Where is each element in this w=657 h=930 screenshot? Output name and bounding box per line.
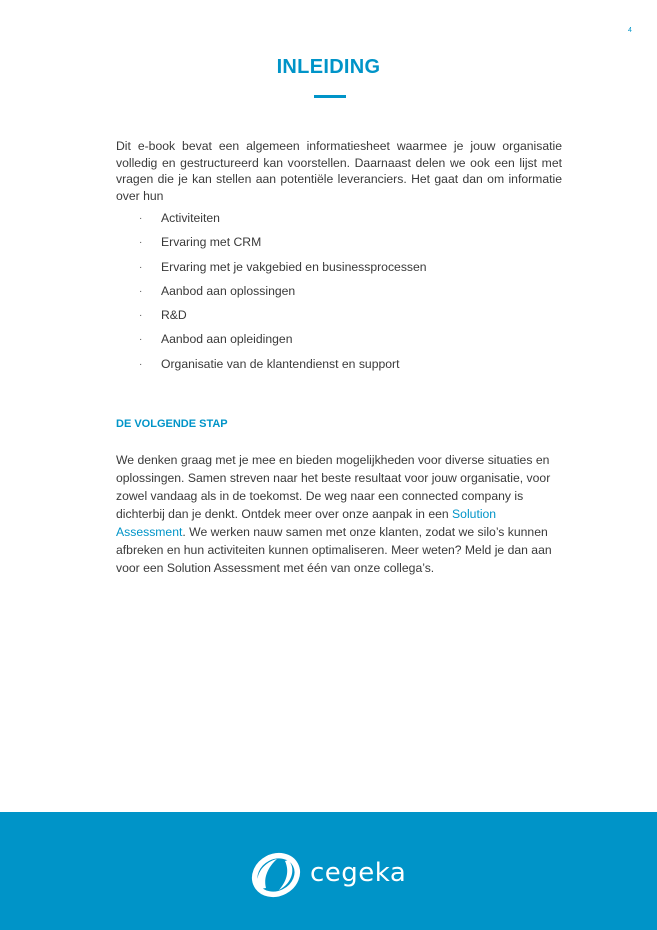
- list-item-label: Ervaring met je vakgebied en businessprocessen: [161, 259, 427, 274]
- next-step-text-end: . We werken nauw samen met onze klanten, zodat we silo’s kunnen afbreken en hun activiteiten kunnen optimaliseren. Meer weten? Meld je dan aan voor een Solution Assessment met één van onze collega’s.: [116, 525, 552, 575]
- list-item: [116, 307, 562, 331]
- list-item: [116, 283, 562, 307]
- next-step-paragraph: [116, 451, 562, 577]
- cegeka-logo: [249, 852, 409, 900]
- page-number: 4: [628, 27, 632, 34]
- next-step-text-start: We denken graag met je mee en bieden mogelijkheden voor diverse situaties en oplossingen. Samen streven naar het beste resultaat voor jouw organisatie, voor zowel vandaag als in de toekomst. De weg naar een connected company is dichterbij dan je denkt. Ontdek meer over onze aanpak in een: [116, 453, 551, 521]
- list-item-label: R&D: [161, 308, 187, 323]
- list-item-label: Organisatie van de klantendienst en support: [161, 356, 400, 371]
- list-item: [116, 210, 562, 234]
- list-item: [116, 234, 562, 258]
- next-step-heading: DE VOLGENDE STAP: [116, 418, 228, 430]
- solution-assessment-link[interactable]: Solution Assessment: [116, 507, 497, 539]
- cegeka-swirl-icon: [249, 852, 303, 898]
- bullet-dot-icon: ·: [139, 213, 143, 224]
- list-item: [116, 356, 562, 380]
- bullet-dot-icon: ·: [139, 310, 143, 322]
- topic-list: [116, 210, 562, 380]
- intro-paragraph: Dit e-book bevat een algemeen informatiesheet waarmee je jouw organisatie volledig en gestructureerd kan voorstellen. Daarnaast delen we ook een lijst met vragen die je kan stellen aan potentiële leveranciers. Het gaat dan om informatie over hun: [116, 139, 562, 203]
- page-title: INLEIDING: [276, 56, 381, 78]
- list-item: [116, 331, 562, 355]
- list-item-label: Aanbod aan oplossingen: [161, 283, 296, 298]
- bullet-dot-icon: ·: [139, 261, 143, 273]
- list-item: [116, 259, 562, 283]
- bullet-dot-icon: ·: [139, 237, 143, 249]
- title-underline: [314, 95, 346, 98]
- list-item-label: Ervaring met CRM: [161, 235, 262, 250]
- brand-name: cegeka: [310, 858, 407, 888]
- bullet-dot-icon: ·: [139, 358, 143, 370]
- list-item-label: Activiteiten: [161, 211, 220, 225]
- list-item-label: Aanbod aan opleidingen: [161, 332, 293, 347]
- bullet-dot-icon: ·: [139, 285, 143, 297]
- bullet-dot-icon: ·: [139, 334, 143, 346]
